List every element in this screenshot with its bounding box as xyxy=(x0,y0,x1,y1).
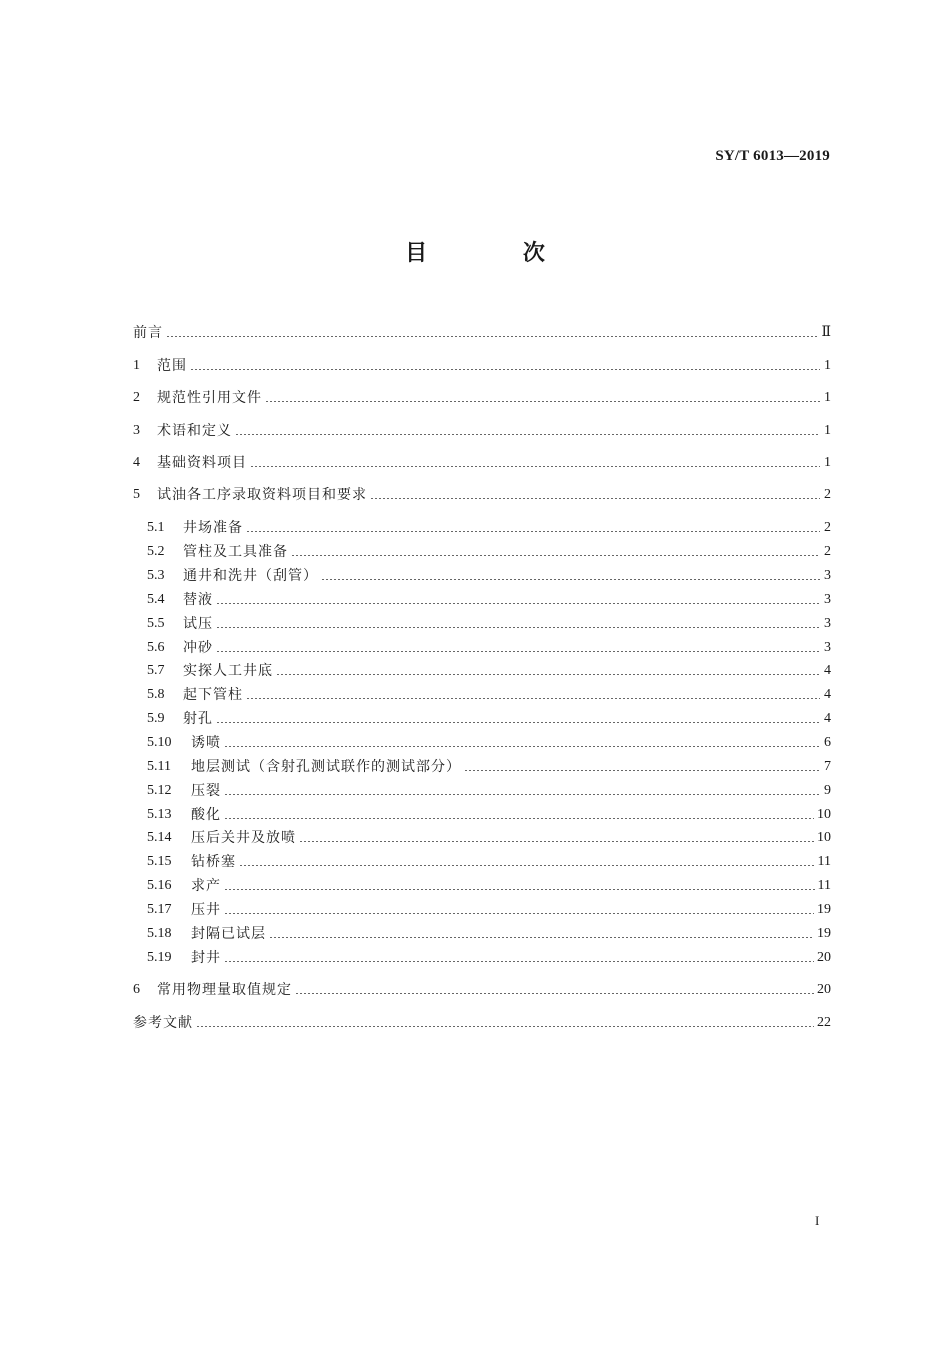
dot-leader xyxy=(224,913,814,914)
toc-entry-number: 5.6 xyxy=(147,640,165,655)
toc-entry[interactable] xyxy=(147,781,831,801)
dot-leader xyxy=(250,466,820,467)
toc-entry[interactable] xyxy=(133,421,831,441)
toc-entry-page: 1 xyxy=(824,455,831,470)
dot-leader xyxy=(216,722,820,723)
toc-entry-label: 酸化 xyxy=(191,807,221,823)
toc-entry-number: 3 xyxy=(133,423,140,438)
toc-entry-label: 管柱及工具准备 xyxy=(183,544,288,560)
toc-entry-number: 5.12 xyxy=(147,783,172,798)
toc-entry-number: 5.11 xyxy=(147,759,171,774)
dot-leader xyxy=(224,889,815,890)
toc-entry-label: 压井 xyxy=(191,902,221,918)
toc-entry[interactable] xyxy=(147,924,831,944)
toc-entry-label: 压后关井及放喷 xyxy=(191,830,296,846)
toc-entry-page: 7 xyxy=(824,759,831,774)
toc-entry-page: 2 xyxy=(824,520,831,535)
toc-entry[interactable] xyxy=(147,614,831,634)
toc-entry-number: 5 xyxy=(133,487,140,502)
toc-entry-page: 2 xyxy=(824,544,831,559)
toc-entry-number: 5.10 xyxy=(147,735,172,750)
toc-entry-label: 术语和定义 xyxy=(157,423,232,439)
toc-entry-number: 5.19 xyxy=(147,950,172,965)
toc-entry[interactable] xyxy=(147,638,831,658)
page-title: 目 次 xyxy=(405,241,589,266)
toc-entry-page: 22 xyxy=(817,1015,831,1030)
toc-entry-label: 试油各工序录取资料项目和要求 xyxy=(157,487,367,503)
dot-leader xyxy=(239,865,815,866)
dot-leader xyxy=(291,555,820,556)
toc-entry-page: 4 xyxy=(824,687,831,702)
toc-entry-page: 6 xyxy=(824,735,831,750)
toc-entry-number: 1 xyxy=(133,358,140,373)
toc-entry-label: 前言 xyxy=(133,325,163,341)
toc-entry[interactable] xyxy=(133,980,831,1000)
toc-entry[interactable] xyxy=(133,388,831,408)
toc-entry-label: 起下管柱 xyxy=(183,687,243,703)
toc-entry-number: 5.5 xyxy=(147,616,165,631)
toc-entry-number: 4 xyxy=(133,455,140,470)
toc-entry[interactable] xyxy=(147,566,831,586)
toc-entry[interactable] xyxy=(147,685,831,705)
dot-leader xyxy=(224,794,820,795)
toc-entry-label: 基础资料项目 xyxy=(157,455,247,471)
toc-entry[interactable] xyxy=(147,733,831,753)
toc-entry-number: 5.4 xyxy=(147,592,165,607)
toc-entry-page: 10 xyxy=(817,830,831,845)
toc-entry-page: 20 xyxy=(817,982,831,997)
toc-entry-label: 诱喷 xyxy=(191,735,221,751)
toc-entry-page: 4 xyxy=(824,711,831,726)
toc-entry-number: 5.3 xyxy=(147,568,165,583)
toc-entry[interactable] xyxy=(147,709,831,729)
toc-entry-number: 5.8 xyxy=(147,687,165,702)
toc-entry-page: 20 xyxy=(817,950,831,965)
toc-entry-label: 规范性引用文件 xyxy=(157,390,262,406)
document-code: SY/T 6013—2019 xyxy=(715,148,830,164)
toc-entry-page: 9 xyxy=(824,783,831,798)
toc-entry-label: 试压 xyxy=(183,616,213,632)
toc-entry-number: 5.14 xyxy=(147,830,172,845)
toc-entry-page: 3 xyxy=(824,616,831,631)
toc-entry-number: 5.16 xyxy=(147,878,172,893)
dot-leader xyxy=(276,674,820,675)
toc-entry-label: 实探人工井底 xyxy=(183,663,273,679)
toc-entry-label: 封井 xyxy=(191,950,221,966)
toc-entry-number: 5.1 xyxy=(147,520,165,535)
dot-leader xyxy=(235,434,820,435)
dot-leader xyxy=(166,336,818,337)
toc-entry-page: 2 xyxy=(824,487,831,502)
toc-entry-page: 10 xyxy=(817,807,831,822)
toc-entry[interactable] xyxy=(147,852,831,872)
toc-entry-number: 5.2 xyxy=(147,544,165,559)
toc-entry-page: 3 xyxy=(824,568,831,583)
toc-entry-label: 求产 xyxy=(191,878,221,894)
toc-entry-label: 替液 xyxy=(183,592,213,608)
dot-leader xyxy=(295,993,814,994)
toc-entry-label: 压裂 xyxy=(191,783,221,799)
toc-entry-label: 冲砂 xyxy=(183,640,213,656)
toc-entry[interactable] xyxy=(147,805,831,825)
toc-entry[interactable] xyxy=(133,485,831,505)
toc-entry[interactable] xyxy=(147,948,831,968)
toc-entry-page: Ⅱ xyxy=(821,325,831,340)
toc-entry[interactable] xyxy=(147,661,831,681)
toc-entry-page: 19 xyxy=(817,926,831,941)
toc-entry[interactable] xyxy=(147,590,831,610)
toc-entry[interactable] xyxy=(147,542,831,562)
dot-leader xyxy=(216,603,820,604)
toc-entry[interactable] xyxy=(147,900,831,920)
toc-entry-label: 地层测试（含射孔测试联作的测试部分） xyxy=(191,759,461,775)
dot-leader xyxy=(216,627,820,628)
toc-entry-page: 1 xyxy=(824,390,831,405)
toc-entry-number: 5.15 xyxy=(147,854,172,869)
toc-entry-label: 射孔 xyxy=(183,711,213,727)
toc-entry-label: 通井和洗井（刮管） xyxy=(183,568,318,584)
toc-entry-label: 参考文献 xyxy=(133,1015,193,1031)
toc-entry[interactable] xyxy=(147,876,831,896)
dot-leader xyxy=(190,369,820,370)
toc-entry[interactable] xyxy=(133,323,831,343)
toc-entry-page: 11 xyxy=(817,878,831,893)
toc-entry-number: 5.13 xyxy=(147,807,172,822)
dot-leader xyxy=(321,579,820,580)
toc-entry[interactable] xyxy=(147,518,831,538)
toc-entry[interactable] xyxy=(147,757,831,777)
dot-leader xyxy=(224,961,814,962)
toc-entry-number: 5.7 xyxy=(147,663,165,678)
toc-entry-number: 5.17 xyxy=(147,902,172,917)
dot-leader xyxy=(246,698,820,699)
toc-entry-page: 4 xyxy=(824,663,831,678)
toc-entry-number: 5.18 xyxy=(147,926,172,941)
toc-entry-number: 2 xyxy=(133,390,140,405)
toc-entry-number: 6 xyxy=(133,982,140,997)
dot-leader xyxy=(224,746,820,747)
toc-entry-label: 范围 xyxy=(157,358,187,374)
toc-entry[interactable] xyxy=(147,828,831,848)
dot-leader xyxy=(370,498,820,499)
toc-entry-label: 常用物理量取值规定 xyxy=(157,982,292,998)
dot-leader xyxy=(464,770,820,771)
dot-leader xyxy=(196,1026,814,1027)
toc-entry-number: 5.9 xyxy=(147,711,165,726)
toc-entry[interactable] xyxy=(133,1013,831,1033)
toc-entry-page: 19 xyxy=(817,902,831,917)
toc-entry-page: 11 xyxy=(817,854,831,869)
toc-entry-label: 井场准备 xyxy=(183,520,243,536)
dot-leader xyxy=(299,841,814,842)
toc-entry-label: 封隔已试层 xyxy=(191,926,266,942)
toc-entry-page: 1 xyxy=(824,423,831,438)
toc-entry-page: 3 xyxy=(824,640,831,655)
toc-entry[interactable] xyxy=(133,356,831,376)
dot-leader xyxy=(246,531,820,532)
toc-entry-page: 3 xyxy=(824,592,831,607)
dot-leader xyxy=(269,937,814,938)
page-number: I xyxy=(815,1213,820,1228)
dot-leader xyxy=(265,401,820,402)
dot-leader xyxy=(224,818,814,819)
dot-leader xyxy=(216,651,820,652)
toc-entry-page: 1 xyxy=(824,358,831,373)
toc-entry[interactable] xyxy=(133,453,831,473)
toc-entry-label: 钻桥塞 xyxy=(191,854,236,870)
